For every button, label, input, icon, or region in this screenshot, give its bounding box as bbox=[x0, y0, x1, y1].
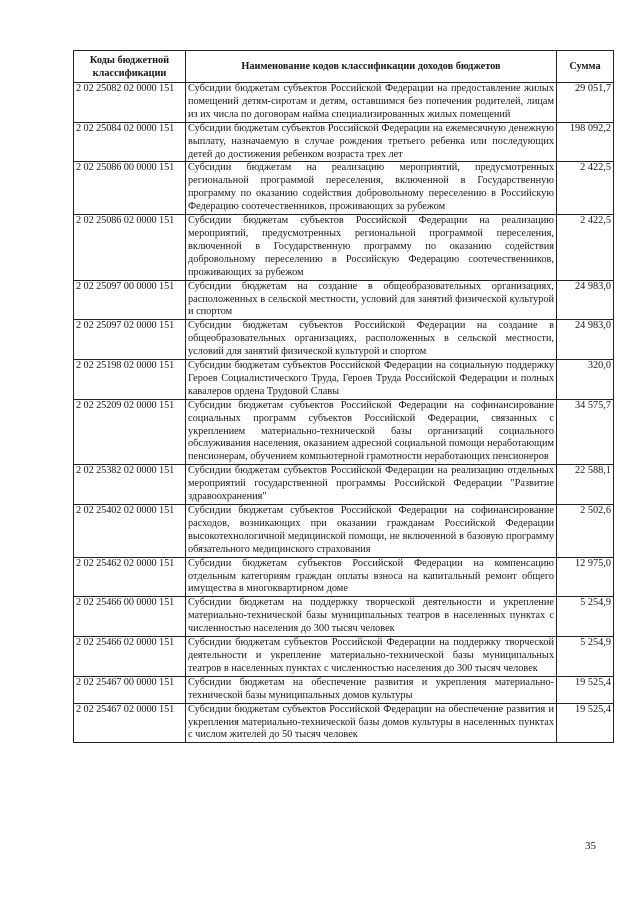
table-row bbox=[74, 280, 614, 320]
row-name: Субсидии бюджетам субъектов Российской Федерации на предоставление жилых помещений детям-сиротам и детям, оставшимся без попечения родителей, лицам из их числа по договорам найма специализированных жилых помещений bbox=[186, 83, 557, 123]
row-name: Субсидии бюджетам на создание в общеобразовательных организациях, расположенных в сельской местности, условий для занятий физической культурой и спортом bbox=[186, 280, 557, 320]
budget-income-table bbox=[73, 50, 614, 743]
row-code: 2 02 25466 02 0000 151 bbox=[74, 637, 186, 677]
table-row bbox=[74, 399, 614, 465]
row-code: 2 02 25466 00 0000 151 bbox=[74, 597, 186, 637]
row-code: 2 02 25209 02 0000 151 bbox=[74, 399, 186, 465]
table-row bbox=[74, 122, 614, 162]
row-code: 2 02 25086 02 0000 151 bbox=[74, 215, 186, 281]
row-sum: 12 975,0 bbox=[557, 557, 614, 597]
table-row bbox=[74, 703, 614, 743]
row-sum: 34 575,7 bbox=[557, 399, 614, 465]
row-name: Субсидии бюджетам субъектов Российской Федерации на реализацию мероприятий, предусмотренных региональной программой переселения, включенной в Государственную программу по оказанию содействия добровольному переселению в Российскую Федерацию соотечественников, проживающих за рубежом bbox=[186, 215, 557, 281]
row-sum: 2 422,5 bbox=[557, 215, 614, 281]
row-code: 2 02 25467 02 0000 151 bbox=[74, 703, 186, 743]
row-name: Субсидии бюджетам субъектов Российской Федерации на создание в общеобразовательных организациях, расположенных в сельской местности, условий для занятий физической культурой и спортом bbox=[186, 320, 557, 360]
row-code: 2 02 25382 02 0000 151 bbox=[74, 465, 186, 505]
table-row bbox=[74, 360, 614, 400]
row-sum: 24 983,0 bbox=[557, 280, 614, 320]
row-sum: 2 422,5 bbox=[557, 162, 614, 215]
row-code: 2 02 25097 00 0000 151 bbox=[74, 280, 186, 320]
header-sum: Сумма bbox=[557, 51, 614, 83]
table-row bbox=[74, 597, 614, 637]
row-name: Субсидии бюджетам субъектов Российской Федерации на обеспечение развития и укрепления материально-технической базы домов культуры в населенных пунктах с числом жителей до 50 тысяч человек bbox=[186, 703, 557, 743]
row-name: Субсидии бюджетам на обеспечение развития и укрепления материально-технической базы муниципальных домов культуры bbox=[186, 676, 557, 703]
table-row bbox=[74, 557, 614, 597]
row-sum: 22 588,1 bbox=[557, 465, 614, 505]
row-code: 2 02 25086 00 0000 151 bbox=[74, 162, 186, 215]
table-header-row bbox=[74, 51, 614, 83]
table-row bbox=[74, 83, 614, 123]
row-code: 2 02 25402 02 0000 151 bbox=[74, 505, 186, 558]
row-code: 2 02 25097 02 0000 151 bbox=[74, 320, 186, 360]
table-row bbox=[74, 505, 614, 558]
row-sum: 198 092,2 bbox=[557, 122, 614, 162]
row-name: Субсидии бюджетам субъектов Российской Федерации на ежемесячную денежную выплату, назначаемую в случае рождения третьего ребенка или последующих детей до достижения ребенком возраста трех лет bbox=[186, 122, 557, 162]
row-sum: 5 254,9 bbox=[557, 597, 614, 637]
table-row bbox=[74, 320, 614, 360]
row-name: Субсидии бюджетам субъектов Российской Федерации на компенсацию отдельным категориям граждан оплаты взноса на капитальный ремонт общего имущества в многоквартирном доме bbox=[186, 557, 557, 597]
row-sum: 19 525,4 bbox=[557, 676, 614, 703]
header-name: Наименование кодов классификации доходов бюджетов bbox=[186, 51, 557, 83]
row-sum: 320,0 bbox=[557, 360, 614, 400]
table-row bbox=[74, 215, 614, 281]
table-row bbox=[74, 637, 614, 677]
row-code: 2 02 25467 00 0000 151 bbox=[74, 676, 186, 703]
row-code: 2 02 25462 02 0000 151 bbox=[74, 557, 186, 597]
row-name: Субсидии бюджетам субъектов Российской Федерации на социальную поддержку Героев Социалистического Труда, Героев Труда Российской Федерации и полных кавалеров ордена Трудовой Славы bbox=[186, 360, 557, 400]
row-code: 2 02 25198 02 0000 151 bbox=[74, 360, 186, 400]
row-sum: 24 983,0 bbox=[557, 320, 614, 360]
table-row bbox=[74, 676, 614, 703]
header-code: Коды бюджетной классификации bbox=[74, 51, 186, 83]
row-code: 2 02 25084 02 0000 151 bbox=[74, 122, 186, 162]
row-name: Субсидии бюджетам на реализацию мероприятий, предусмотренных региональной программой переселения, включенной в Государственную программу по оказанию содействия добровольному переселению в Российскую Федерацию соотечественников, проживающих за рубежом bbox=[186, 162, 557, 215]
row-name: Субсидии бюджетам субъектов Российской Федерации на софинансирование социальных программ субъектов Российской Федерации, связанных с укреплением материально-технической базы организаций социального обслуживания населения, оказанием адресной социальной помощи неработающим пенсионерам, обучением компьютерной грамотности неработающих пенсионеров bbox=[186, 399, 557, 465]
page-number: 35 bbox=[585, 840, 596, 852]
row-code: 2 02 25082 02 0000 151 bbox=[74, 83, 186, 123]
row-name: Субсидии бюджетам субъектов Российской Федерации на поддержку творческой деятельности и укрепление материально-технической базы муниципальных театров в населенных пунктах с численностью населения до 300 тысяч человек bbox=[186, 637, 557, 677]
row-sum: 19 525,4 bbox=[557, 703, 614, 743]
table-row bbox=[74, 162, 614, 215]
row-name: Субсидии бюджетам субъектов Российской Федерации на софинансирование расходов, возникающих при оказании гражданам Российской Федерации высокотехнологичной медицинской помощи, не включенной в базовую программу обязательного медицинского страхования bbox=[186, 505, 557, 558]
row-name: Субсидии бюджетам субъектов Российской Федерации на реализацию отдельных мероприятий государственной программы Российской Федерации "Развитие здравоохранения" bbox=[186, 465, 557, 505]
row-name: Субсидии бюджетам на поддержку творческой деятельности и укрепление материально-технической базы муниципальных театров в населенных пунктах с численностью населения до 300 тысяч человек bbox=[186, 597, 557, 637]
table-row bbox=[74, 465, 614, 505]
row-sum: 5 254,9 bbox=[557, 637, 614, 677]
row-sum: 29 051,7 bbox=[557, 83, 614, 123]
row-sum: 2 502,6 bbox=[557, 505, 614, 558]
